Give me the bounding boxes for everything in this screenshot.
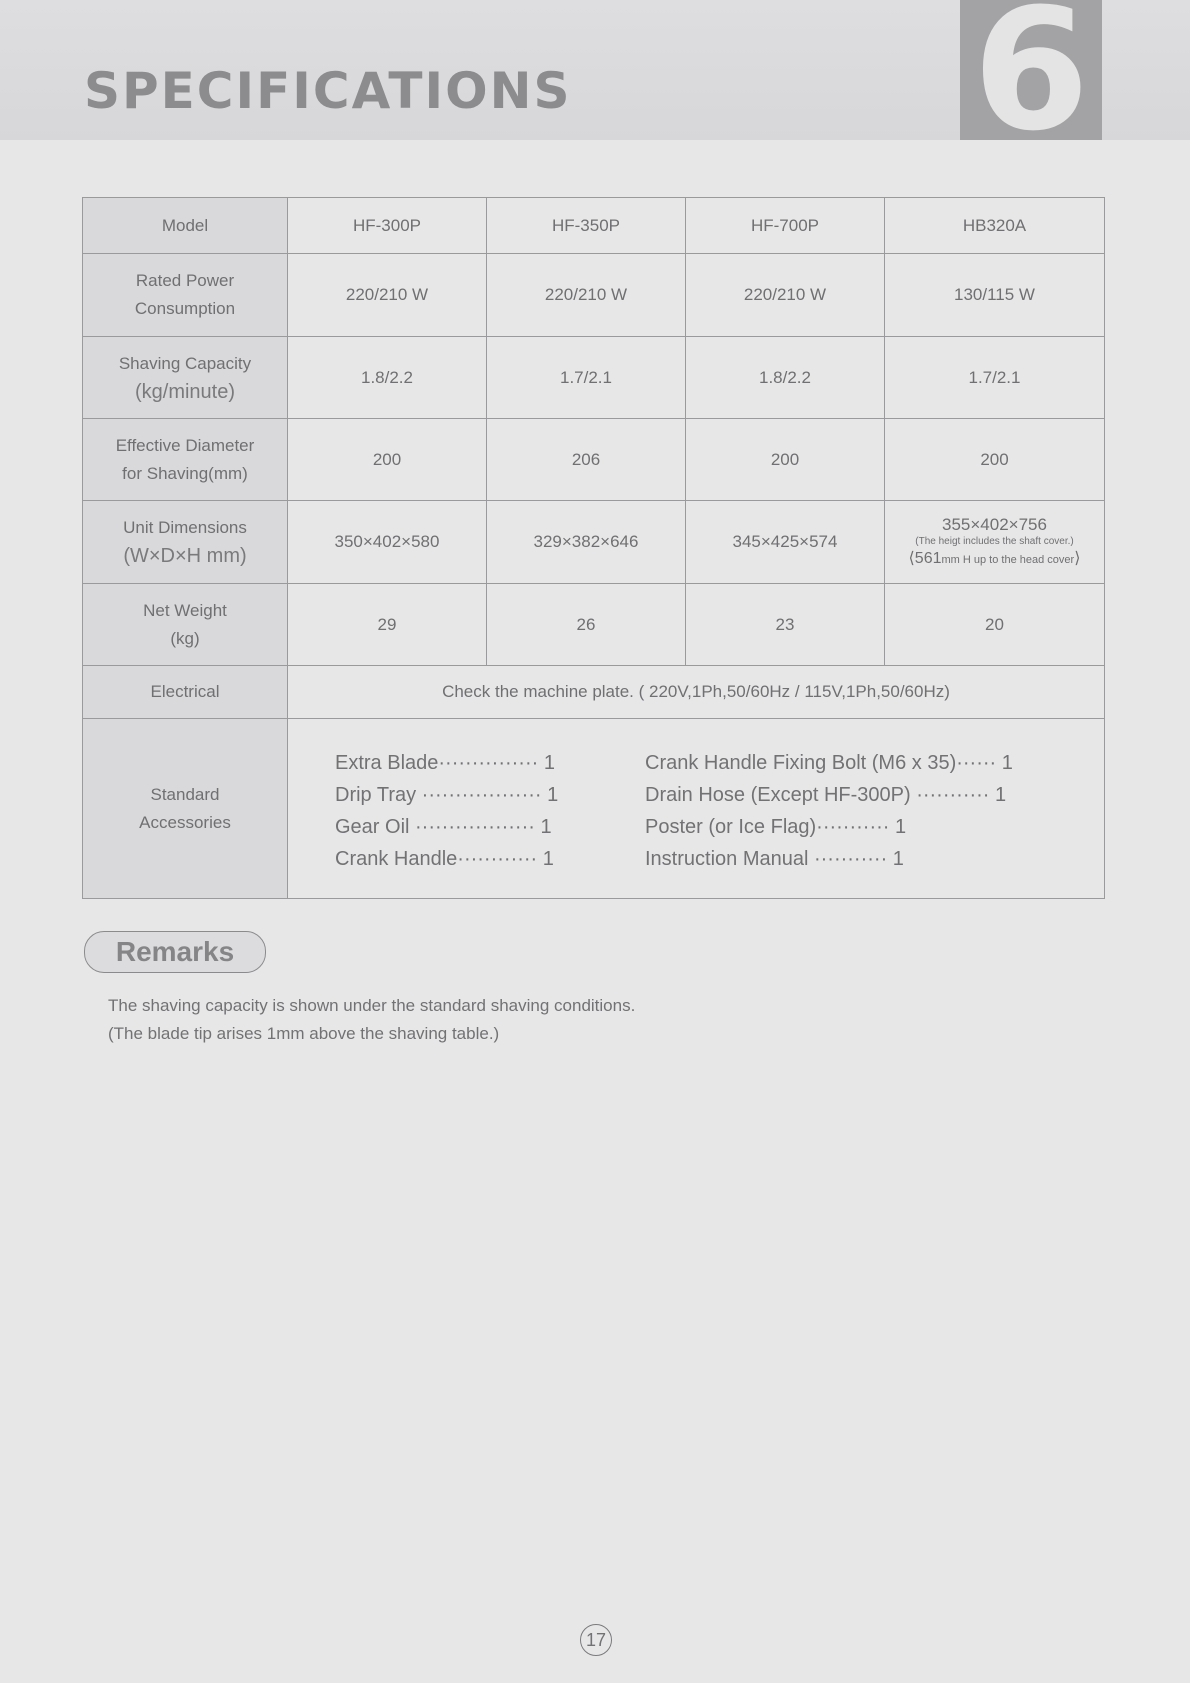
table-row-diameter [83, 419, 1105, 501]
list-item: Crank Handle Fixing Bolt (M6 x 35)······ 1 [645, 751, 1013, 774]
row-label-model: Model [83, 198, 288, 254]
model-hf700p: HF-700P [686, 198, 885, 254]
page-number: 17 [580, 1624, 612, 1656]
table-cell: 206 [487, 419, 686, 501]
page-title: SPECIFICATIONS [84, 62, 572, 120]
accessories-list-left [335, 747, 558, 875]
model-hb320a: HB320A [885, 198, 1105, 254]
remarks-body: The shaving capacity is shown under the standard shaving conditions. (The blade tip arises 1mm above the shaving table.) [108, 996, 636, 1043]
table-cell-electrical: Check the machine plate. ( 220V,1Ph,50/60Hz / 115V,1Ph,50/60Hz) [288, 666, 1105, 719]
list-item: Instruction Manual ··········· 1 [645, 847, 904, 870]
list-item: Drain Hose (Except HF-300P) ··········· 1 [645, 783, 1007, 806]
table-cell: 329×382×646 [487, 501, 686, 584]
table-row-accessories [83, 719, 1105, 899]
table-row-dimensions [83, 501, 1105, 584]
table-cell: 23 [686, 584, 885, 666]
table-cell: 345×425×574 [686, 501, 885, 584]
model-hf300p: HF-300P [288, 198, 487, 254]
table-cell: 200 [686, 419, 885, 501]
row-label-accessories: Standard Accessories [83, 719, 288, 899]
table-cell: 1.8/2.2 [288, 337, 487, 419]
table-cell: 1.8/2.2 [686, 337, 885, 419]
chapter-badge [960, 0, 1102, 140]
specifications-table [82, 197, 1105, 899]
list-item: Drip Tray ·················· 1 [335, 783, 559, 806]
table-cell: 220/210 W [288, 254, 487, 337]
accessories-cell [288, 719, 1105, 899]
table-cell: 350×402×580 [288, 501, 487, 584]
list-item: Crank Handle············ 1 [335, 847, 554, 870]
row-label-electrical: Electrical [83, 666, 288, 719]
list-item: Extra Blade··············· 1 [335, 751, 555, 774]
table-cell: 1.7/2.1 [885, 337, 1105, 419]
list-item: Gear Oil ·················· 1 [335, 815, 552, 838]
table-cell: 26 [487, 584, 686, 666]
accessories-list-right [645, 747, 1013, 875]
table-cell: 220/210 W [686, 254, 885, 337]
table-cell: 1.7/2.1 [487, 337, 686, 419]
list-item: Poster (or Ice Flag)··········· 1 [645, 815, 907, 838]
table-cell: 220/210 W [487, 254, 686, 337]
row-label-power: Rated Power Consumption [83, 254, 288, 337]
table-cell: 130/115 W [885, 254, 1105, 337]
table-cell: 29 [288, 584, 487, 666]
model-hf350p: HF-350P [487, 198, 686, 254]
table-row-power [83, 254, 1105, 337]
row-label-capacity: Shaving Capacity (kg/minute) [83, 337, 288, 419]
table-cell: 20 [885, 584, 1105, 666]
row-label-diameter: Effective Diameter for Shaving(mm) [83, 419, 288, 501]
chapter-number: 6 [972, 0, 1090, 140]
row-label-weight: Net Weight (kg) [83, 584, 288, 666]
remarks-heading: Remarks [84, 931, 266, 973]
table-cell-hb320a-dimensions: 355×402×756 (The heigt includes the shaft cover.) ⟨561mm H up to the head cover⟩ [885, 501, 1105, 584]
table-cell: 200 [288, 419, 487, 501]
table-row-electrical [83, 666, 1105, 719]
table-row-weight [83, 584, 1105, 666]
table-row-model [83, 198, 1105, 254]
row-label-dimensions: Unit Dimensions (W×D×H mm) [83, 501, 288, 584]
table-row-capacity [83, 337, 1105, 419]
table-cell: 200 [885, 419, 1105, 501]
